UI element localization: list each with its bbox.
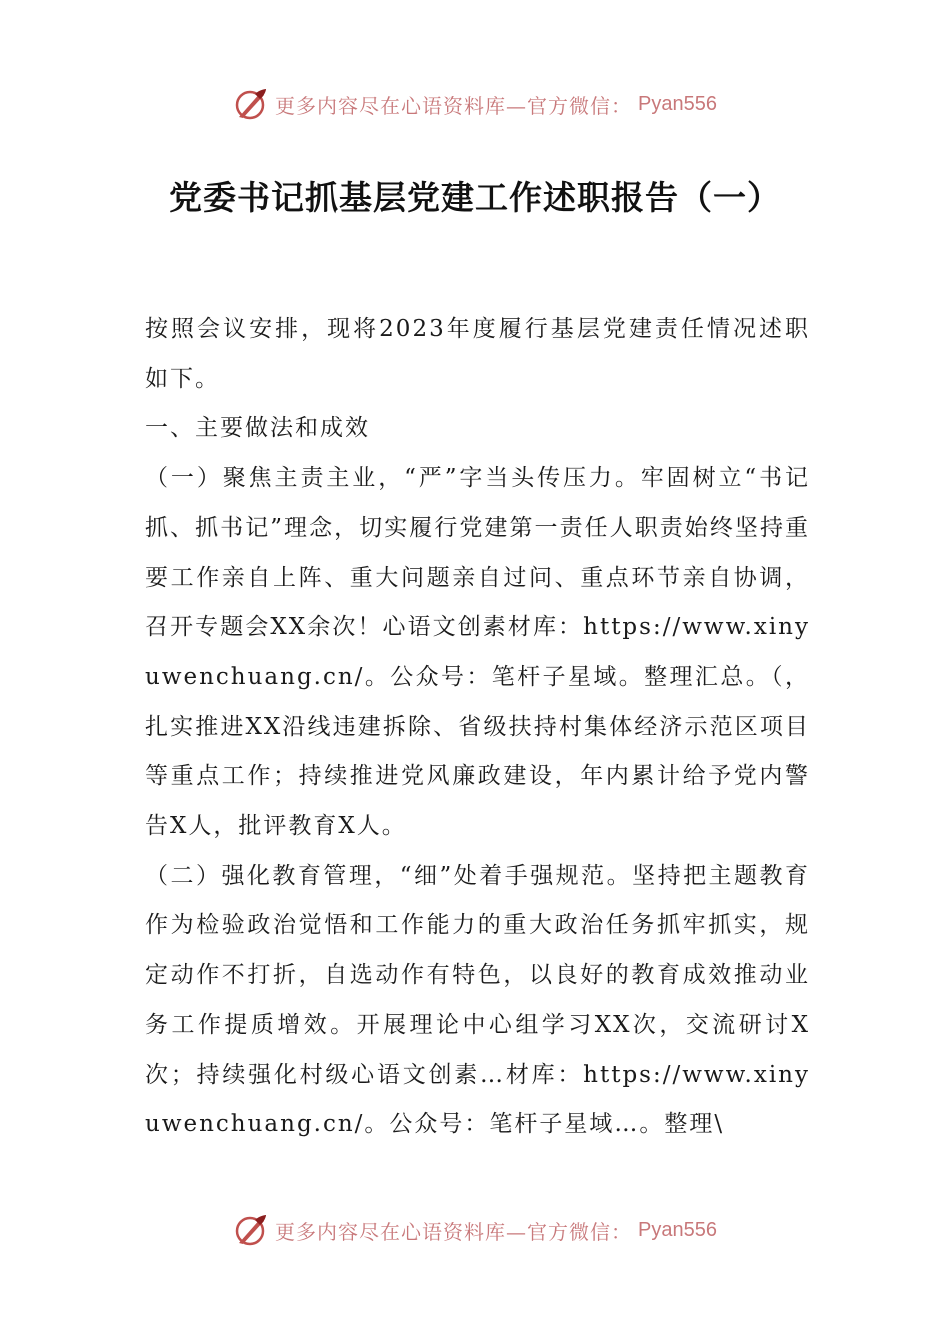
quill-pen-circle-icon <box>233 1212 269 1248</box>
paragraph-intro: 按照会议安排，现将2023年度履行基层党建责任情况述职如下。 <box>145 316 810 392</box>
quill-pen-circle-icon <box>233 86 269 122</box>
paragraph-item-1: （一）聚焦主责主业，“严”字当头传压力。牢固树立“书记抓、抓书记”理念，切实履行党建第一责任人职责始终坚持重要工作亲自上阵、重大问题亲自过问、重点环节亲自协调，召开专题会XX余次！心语文创素材库：https://www.xinyuwenchuang.cn/。公众号：笔杆子星域。整理汇总。（，扎实推进XX沿线违建拆除、省级扶持村集体经济示范区项目等重点工作；持续推进党风廉政建设，年内累计给予党内警告X人，批评教育X人。 <box>145 465 810 840</box>
document-body <box>145 305 810 1150</box>
footer-wechat-id: Pyan556 <box>638 1218 717 1241</box>
footer-watermark-banner <box>0 1210 950 1250</box>
header-watermark-banner <box>0 84 950 124</box>
header-wechat-id: Pyan556 <box>638 92 717 115</box>
section-heading: 一、主要做法和成效 <box>145 415 370 442</box>
paragraph-item-2: （二）强化教育管理，“细”处着手强规范。坚持把主题教育作为检验政治觉悟和工作能力的重大政治任务抓牢抓实，规定动作不打折，自选动作有特色，以良好的教育成效推动业务工作提质增效。开展理论中心组学习XX次，交流研讨X次；持续强化村级心语文创素…材库：https://www.xinyuwenchuang.cn/。公众号：笔杆子星域…。整理\ <box>145 862 810 1138</box>
header-banner-text: 更多内容尽在心语资料库—官方微信： <box>275 93 633 118</box>
footer-banner-text: 更多内容尽在心语资料库—官方微信： <box>275 1219 633 1244</box>
document-title: 党委书记抓基层党建工作述职报告（一） <box>169 178 781 217</box>
